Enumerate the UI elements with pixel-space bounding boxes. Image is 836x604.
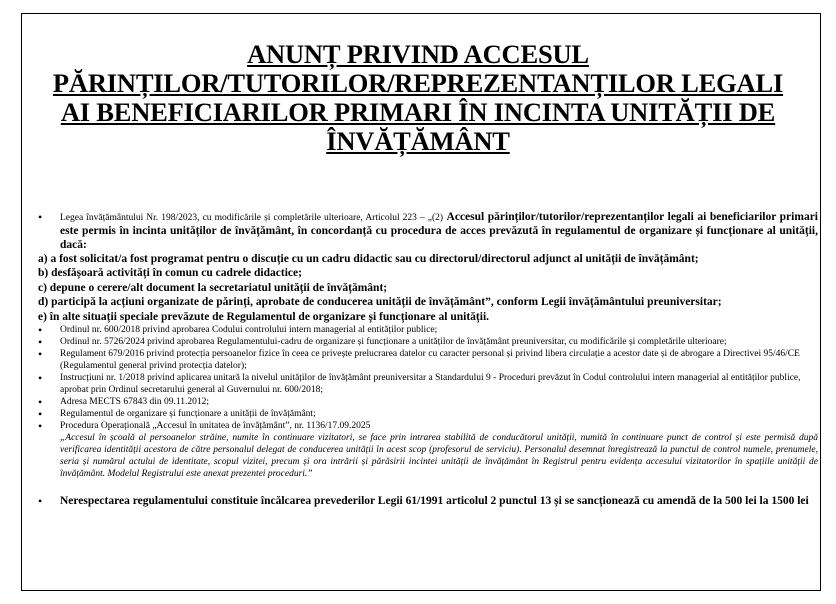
title-line-3: AI BENEFICIARILOR PRIMARI ÎN INCINTA UNITĂȚII DE (60, 97, 776, 127)
condition-d: d) participă la acțiuni organizate de părinți, aprobate de conducerea unității de învățământ”, conform Legii învățământului preuniversitar; (38, 296, 722, 309)
title-line-2: PĂRINȚILOR/TUTORILOR/REPREZENTANȚILOR LEGALI (52, 68, 784, 98)
reference-item: • Ordinul nr. 600/2018 privind aprobarea Codului controlului intern managerial al entităților publice; (38, 324, 818, 336)
final-notice: Nerespectarea regulamentului constituie încălcarea prevederilor Legii 61/1991 articolul 2 punctul 13 și se sancționează cu amendă de la 500 lei la 1500 lei (60, 495, 809, 508)
condition-a: a) a fost solicitat/a fost programat pentru o discuție cu un cadru didactic sau cu directorul/directorul adjunct al unității de învățământ; (38, 253, 699, 265)
access-procedure-quote: „Accesul în școală al persoanelor străine, numite în continuare vizitatori, se face prin intrarea stabilită de conducătorul unității, numită în continuare punct de control și este permisă după verificarea identității acestora de către personalul delegat de conducerea unității în acest scop (profesorul de serviciu). Personalul desemnat înregistrează la punctul de control numele, prenumele, seria și numărul actului de identitate, scopul vizitei, precum și ora intrării și părăsirii incintei unității de învățământ în Registrul pentru evidența accesului vizitatorilor în spațiile unității de învățământ. Modelul Registrului este anexat prezentei proceduri.” (60, 433, 818, 480)
references-list (38, 324, 818, 432)
condition-e: e) în alte situații speciale prevăzute de Regulamentul de organizare și funcționare al unității. (38, 310, 490, 323)
reference-item: • Ordinul nr. 5726/2024 privind aprobarea Regulamentului-cadru de organizare și funcționare a unităților de învățământ preuniversitar, cu modificările și completările ulterioare; (38, 336, 818, 348)
conditions-list (38, 252, 818, 324)
reference-item: • Regulamentul de organizare și funcționare a unității de învățământ; (38, 408, 818, 420)
reference-item: • Regulament 679/2016 privind protecția persoanelor fizice în ceea ce privește prelucrarea datelor cu caracter personal și privind libera circulație a acestor date și de abrogare a Directivei 95/46/CE (Regulamentul general privind protecția datelor); (38, 348, 818, 372)
reference-item: • Adresa MECTS 67843 din 09.11.2012; (38, 396, 818, 408)
law-intro-bold: Accesul părinților/tutorilor/reprezentanților legali ai beneficiarilor primari este permis în incinta unităților de învățământ, în concordanță cu procedura de acces prevăzută în regulamentul de organizare și funcționare al unității, dacă: (60, 211, 818, 251)
reference-item: • Procedura Operațională „Accesul în unitatea de învățământ”, nr. 1136/17.09.2025 (38, 420, 818, 432)
title-line-4: ÎNVĂȚĂMÂNT (326, 126, 510, 156)
reference-item: • Instrucțiuni nr. 1/2018 privind aplicarea unitară la nivelul unităților de învățământ preuniversitar a Standardului 9 - Proceduri prevăzut în Codul controlului intern managerial al entităților publice, aprobat prin Ordinul secretarului general al Guvernului nr. 600/2018; (38, 372, 818, 396)
title-line-1: ANUNȚ PRIVIND ACCESUL (247, 39, 589, 69)
law-intro-item (38, 210, 818, 252)
condition-c: c) depune o cerere/alt document la secretariatul unității de învățământ; (38, 281, 388, 294)
condition-b: b) desfășoară activități în comun cu cadrele didactice; (38, 267, 302, 280)
law-intro-prefix: Legea învățământului Nr. 198/2023, cu modificările și completările ulterioare, Articolul 223 – „(2) (60, 213, 444, 223)
page-title (40, 40, 796, 156)
final-notice-item (38, 494, 818, 508)
document-body (38, 210, 818, 508)
